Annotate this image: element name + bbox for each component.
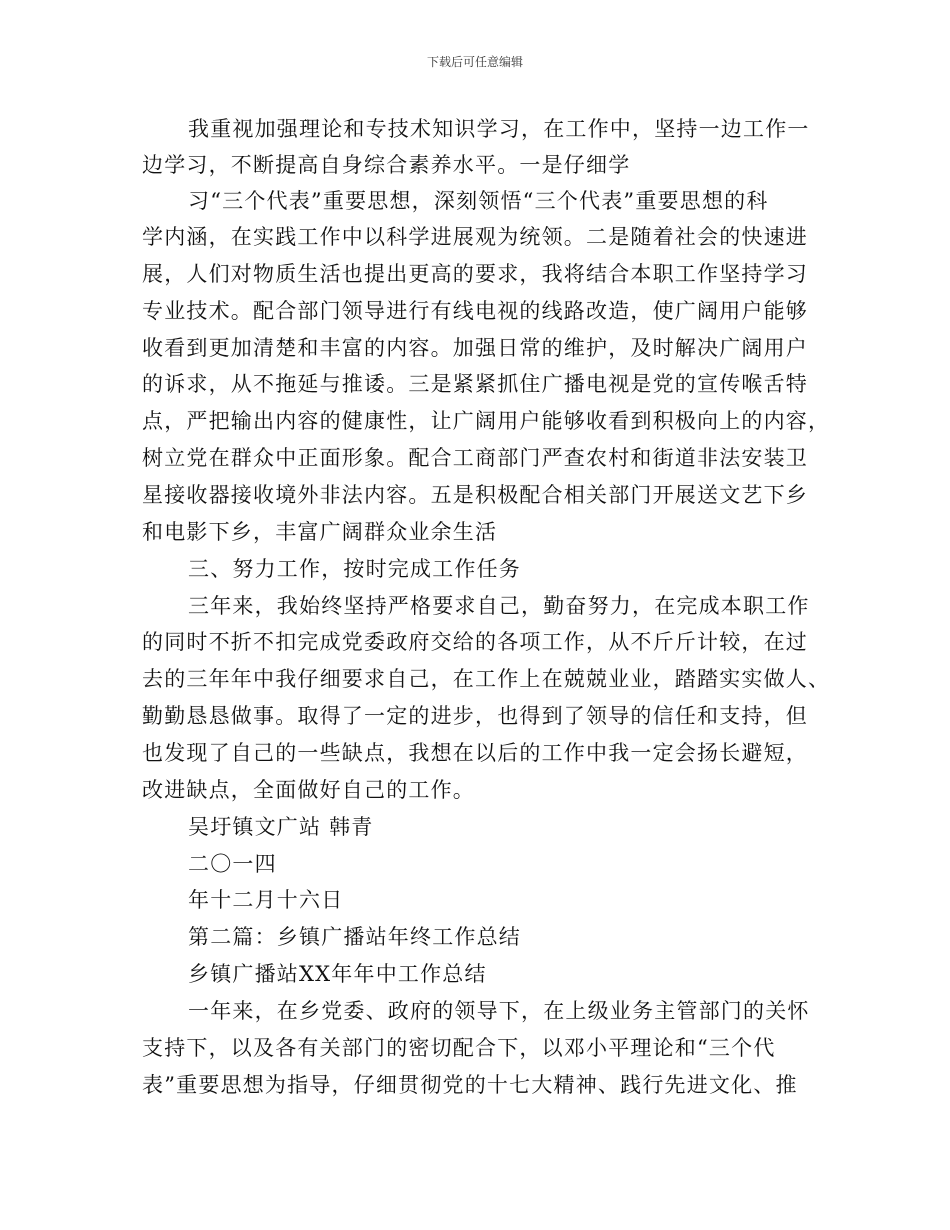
body-line: 三年来，我始终坚持严格要求自己，勤奋努力，在完成本职工作 (188, 594, 810, 618)
body-line: 也发现了自己的一些缺点，我想在以后的工作中我一定会扬长避短， (142, 741, 808, 765)
body-line: 改进缺点，全面做好自己的工作。 (142, 778, 475, 802)
body-line: 我重视加强理论和专技术知识学习，在工作中，坚持一边工作一 (188, 117, 810, 141)
signature-line: 吴圩镇文广站 韩青 (188, 815, 374, 839)
body-line: 专业技术。配合部门领导进行有线电视的线路改造，使广阔用户能够 (142, 299, 808, 323)
body-line: 和电影下乡，丰富广阔群众业余生活 (142, 520, 498, 544)
body-line: 习“三个代表”重要思想，深刻领悟“三个代表”重要思想的科 (188, 189, 769, 213)
date-year-line: 二〇一四 (188, 852, 277, 876)
body-line: 展，人们对物质生活也提出更高的要求，我将结合本职工作坚持学习 (142, 262, 808, 286)
body-line: 学内涵，在实践工作中以科学进展观为统领。二是随着社会的快速进 (142, 225, 808, 249)
body-line: 支持下，以及各有关部门的密切配合下，以邓小平理论和“三个代 (142, 1036, 776, 1060)
chapter-heading: 第二篇：乡镇广播站年终工作总结 (188, 925, 521, 949)
body-line: 树立党在群众中正面形象。配合工商部门严查农村和街道非法安装卫 (142, 446, 808, 470)
body-line: 一年来，在乡党委、政府的领导下，在上级业务主管部门的关怀 (188, 999, 810, 1023)
body-line: 点，严把输出内容的健康性，让广阔用户能够收看到积极向上的内容， (142, 409, 831, 433)
date-line: 年十二月十六日 (188, 888, 344, 912)
body-line: 勤勤恳恳做事。取得了一定的进步，也得到了领导的信任和支持，但 (142, 704, 808, 728)
body-line: 去的三年年中我仔细要求自己，在工作上在兢兢业业，踏踏实实做人、 (142, 667, 831, 691)
body-line: 边学习，不断提高自身综合素养水平。一是仔细学 (142, 153, 631, 177)
body-line: 星接收器接收境外非法内容。五是积极配合相关部门开展送文艺下乡 (142, 483, 808, 507)
body-line: 表”重要思想为指导，仔细贯彻党的十七大精神、践行先进文化、推 (142, 1073, 798, 1097)
section-heading: 三、努力工作，按时完成工作任务 (188, 557, 521, 581)
body-line: 的诉求，从不拖延与推诿。三是紧紧抓住广播电视是党的宣传喉舌特 (142, 372, 808, 396)
header-note: 下载后可任意编辑 (426, 55, 523, 69)
body-line: 的同时不折不扣完成党委政府交给的各项工作，从不斤斤计较，在过 (142, 630, 808, 654)
body-line: 收看到更加清楚和丰富的内容。加强日常的维护，及时解决广阔用户 (142, 336, 808, 360)
subtitle-line: 乡镇广播站XX年年中工作总结 (188, 962, 487, 986)
